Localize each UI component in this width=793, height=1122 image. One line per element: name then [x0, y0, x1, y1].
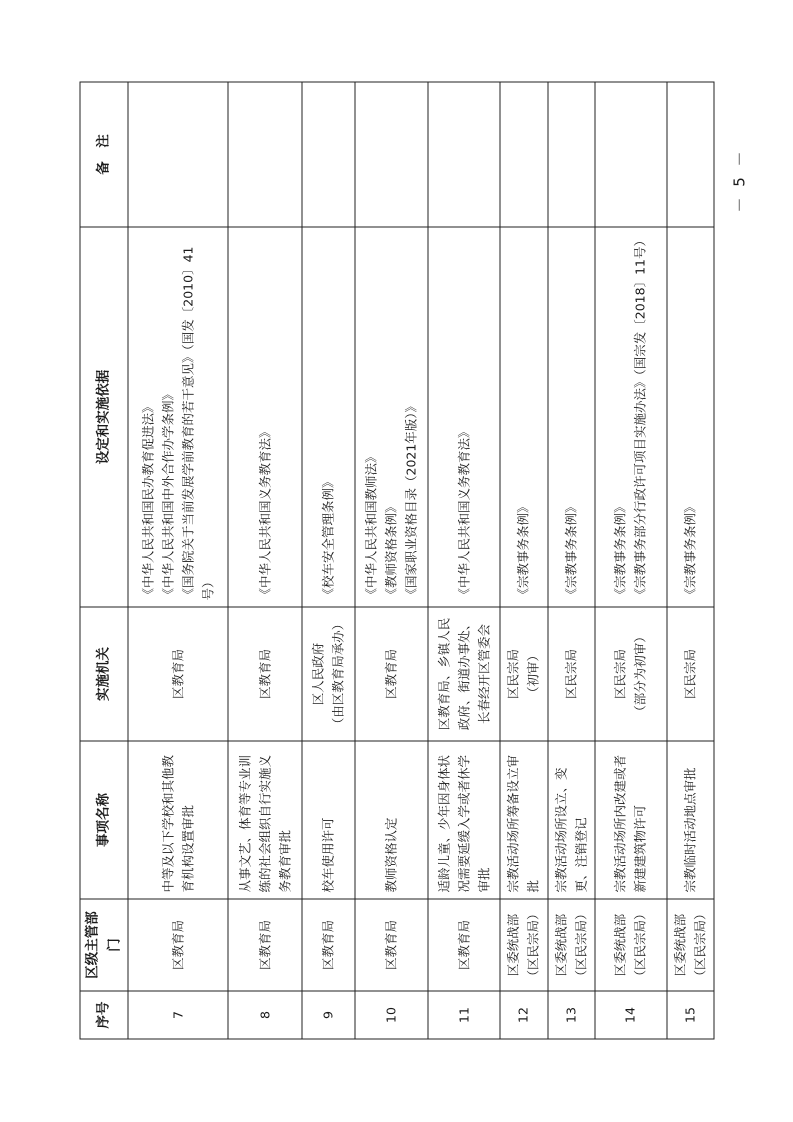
row-remark [428, 82, 500, 227]
row-dept: 区委统战部 （区民宗局） [594, 899, 666, 991]
row-dept: 区教育局 [128, 899, 228, 991]
row-item: 宗教临时活动地点审批 [666, 741, 713, 899]
table-row [228, 82, 302, 1039]
row-no: 13 [547, 991, 594, 1039]
row-no: 14 [594, 991, 666, 1039]
row-remark [666, 82, 713, 227]
row-item: 宗教活动场所筹备设立审批 [500, 741, 547, 899]
row-basis: 《校车安全管理条例》 [302, 227, 355, 607]
row-remark [228, 82, 302, 227]
table-row [594, 82, 666, 1039]
row-agency: 区教育局 [354, 607, 428, 741]
row-dept: 区教育局 [354, 899, 428, 991]
row-basis: 《中华人民共和国民办教育促进法》 《中华人民共和国中外合作办学条例》 《国务院关于当前发展学前教育的若干意见》（国发〔2010〕41号） [128, 227, 228, 607]
row-agency: 区民宗局 （初审） [500, 607, 547, 741]
row-agency: 区教育局 [128, 607, 228, 741]
page-number: － 5 － [730, 148, 749, 213]
row-no: 10 [354, 991, 428, 1039]
table-row [547, 82, 594, 1039]
row-dept: 区委统战部 （区民宗局） [666, 899, 713, 991]
row-remark [354, 82, 428, 227]
row-no: 9 [302, 991, 355, 1039]
header-agency: 实施机关 [80, 607, 128, 741]
row-agency: 区民宗局 （部分为初审） [594, 607, 666, 741]
table-row [302, 82, 355, 1039]
row-basis: 《中华人民共和国义务教育法》 [428, 227, 500, 607]
table-row [354, 82, 428, 1039]
table-row [428, 82, 500, 1039]
row-agency: 区人民政府 （由区教育局承办） [302, 607, 355, 741]
row-agency: 区教育局 [228, 607, 302, 741]
row-item: 宗教活动场所设立、变更、注销登记 [547, 741, 594, 899]
row-dept: 区委统战部 （区民宗局） [547, 899, 594, 991]
row-basis: 《宗教事务条例》 [500, 227, 547, 607]
header-dept: 区级主管部门 [80, 899, 128, 991]
row-no: 15 [666, 991, 713, 1039]
row-remark [500, 82, 547, 227]
header-item: 事项名称 [80, 741, 128, 899]
row-agency: 区教育局、乡镇人民政府、街道办事处、长春经开区管委会 [428, 607, 500, 741]
table-row [500, 82, 547, 1039]
row-no: 11 [428, 991, 500, 1039]
row-dept: 区教育局 [302, 899, 355, 991]
row-item: 教师资格认定 [354, 741, 428, 899]
row-basis: 《宗教事务条例》 [547, 227, 594, 607]
row-remark [594, 82, 666, 227]
row-remark [302, 82, 355, 227]
row-item: 宗教活动场所内改建或者新建建筑物许可 [594, 741, 666, 899]
row-item: 校车使用许可 [302, 741, 355, 899]
row-basis: 《宗教事务条例》 [666, 227, 713, 607]
row-remark [128, 82, 228, 227]
header-no: 序号 [80, 991, 128, 1039]
row-basis: 《中华人民共和国义务教育法》 [228, 227, 302, 607]
row-remark [547, 82, 594, 227]
rotated-table-wrapper [79, 83, 714, 1040]
row-basis: 《中华人民共和国教师法》 《教师资格条例》 《国家职业资格目录（2021年版）》 [354, 227, 428, 607]
row-no: 7 [128, 991, 228, 1039]
row-item: 中等及以下学校和其他教育机构设置审批 [128, 741, 228, 899]
header-basis: 设定和实施依据 [80, 227, 128, 607]
table-row [666, 82, 713, 1039]
table-header-row [80, 82, 128, 1039]
table-row [128, 82, 228, 1039]
approval-items-table [79, 82, 714, 1040]
row-dept: 区委统战部 （区民宗局） [500, 899, 547, 991]
row-item: 从事文艺、体育等专业训练的社会组织自行实施义务教育审批 [228, 741, 302, 899]
row-no: 12 [500, 991, 547, 1039]
row-no: 8 [228, 991, 302, 1039]
row-dept: 区教育局 [228, 899, 302, 991]
header-remark: 备 注 [80, 82, 128, 227]
row-agency: 区民宗局 [666, 607, 713, 741]
row-dept: 区教育局 [428, 899, 500, 991]
row-item: 适龄儿童、少年因身体状况需要延缓入学或者休学审批 [428, 741, 500, 899]
row-basis: 《宗教事务条例》 《宗教事务部分行政许可项目实施办法》（国宗发〔2018〕11号） [594, 227, 666, 607]
row-agency: 区民宗局 [547, 607, 594, 741]
